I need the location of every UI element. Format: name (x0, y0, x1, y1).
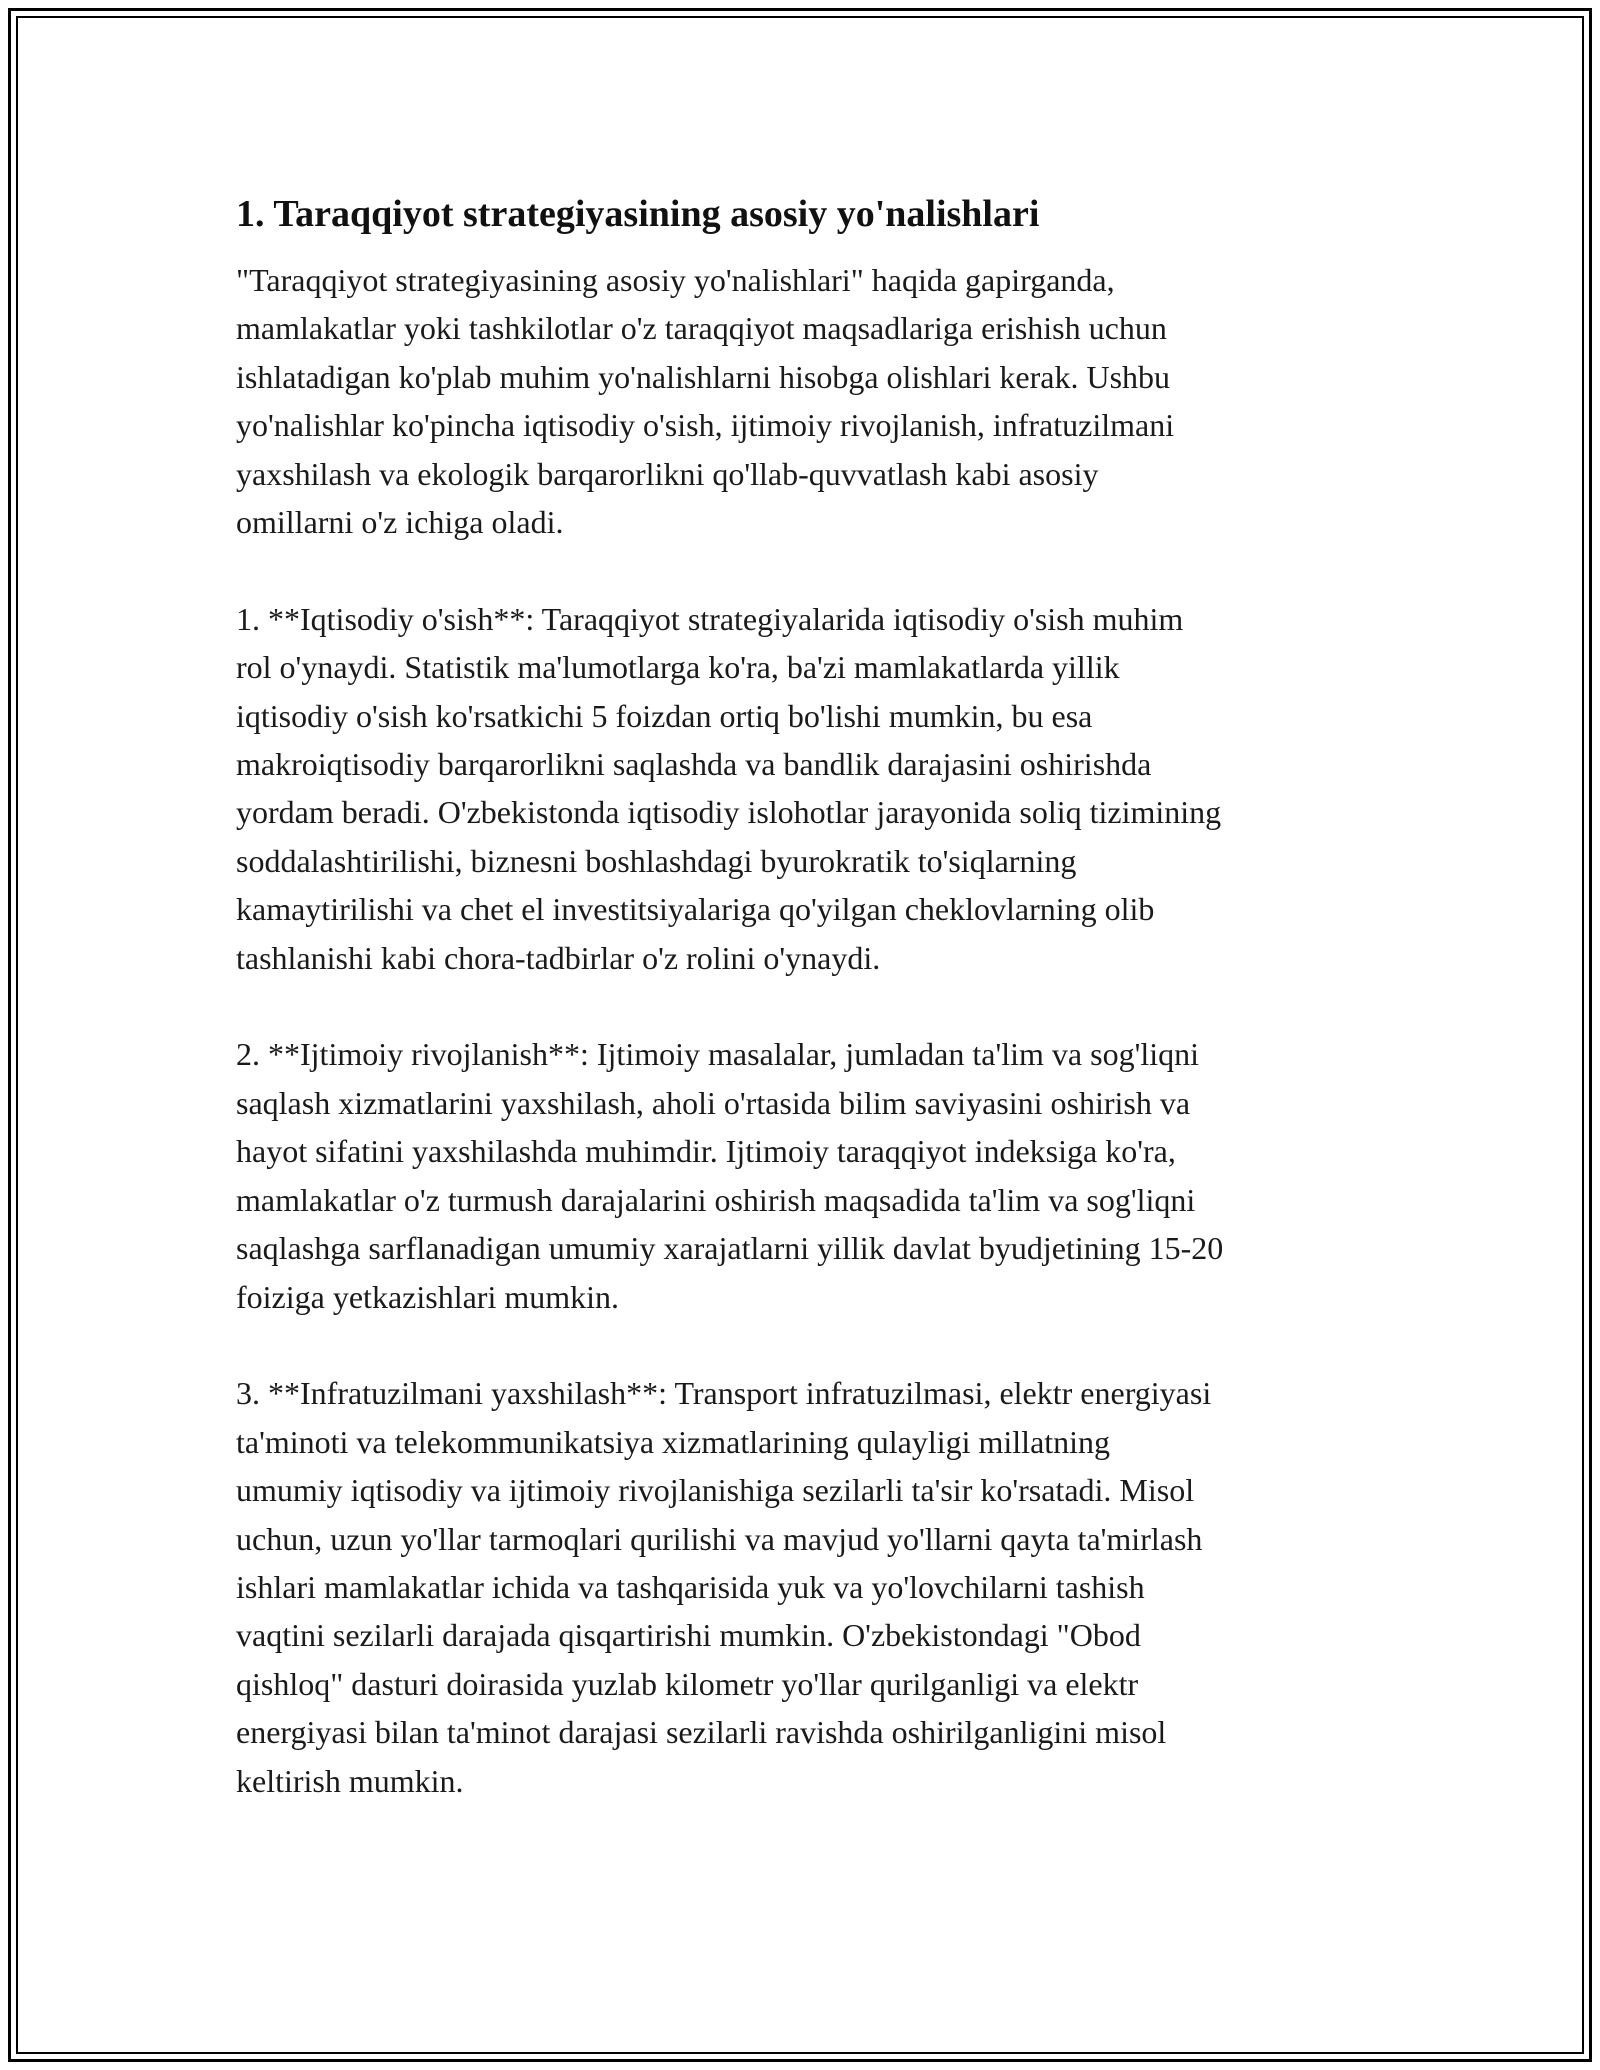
text-line: mamlakatlar o'z turmush darajalarini oshirish maqsadida ta'lim va sog'liqni (236, 1181, 1196, 1218)
text-line: keltirish mumkin. (236, 1762, 464, 1799)
text-line: yaxshilash va ekologik barqarorlikni qo'llab-quvvatlash kabi asosiy (236, 455, 1099, 492)
text-line: tashlanishi kabi chora-tadbirlar o'z rolini o'ynaydi. (236, 939, 881, 976)
text-line: mamlakatlar yoki tashkilotlar o'z taraqqiyot maqsadlariga erishish uchun (236, 310, 1167, 347)
text-line: "Taraqqiyot strategiyasining asosiy yo'nalishlari" haqida gapirganda, (236, 262, 1115, 298)
text-line: ta'minoti va telekommunikatsiya xizmatlarining qulayligi millatning (236, 1423, 1111, 1460)
section-heading: 1. Taraqqiyot strategiyasining asosiy yo'nalishlari (236, 193, 1040, 235)
text-line: 3. **Infratuzilmani yaxshilash**: Transport infratuzilmasi, elektr energiyasi (236, 1375, 1212, 1412)
text-line: kamaytirilishi va chet el investitsiyalariga qo'yilgan cheklovlarning olib (236, 891, 1155, 928)
text-line: uchun, uzun yo'llar tarmoqlari qurilishi va mavjud yo'llarni qayta ta'mirlash (236, 1520, 1203, 1557)
document-body (236, 188, 1376, 1853)
text-line: omillarni o'z ichiga oladi. (236, 504, 564, 541)
text-line: qishloq" dasturi doirasida yuzlab kilometr yo'llar qurilganligi va elektr (236, 1665, 1139, 1702)
text-line: hayot sifatini yaxshilashda muhimdir. Ijtimoiy taraqqiyot indeksiga ko'ra, (236, 1133, 1176, 1170)
text-line: rol o'ynaydi. Statistik ma'lumotlarga ko'ra, ba'zi mamlakatlarda yillik (236, 649, 1120, 686)
text-line: yordam beradi. O'zbekistonda iqtisodiy islohotlar jarayonida soliq tizimining (236, 794, 1222, 831)
text-line: energiyasi bilan ta'minot darajasi sezilarli ravishda oshirilganligini misol (236, 1714, 1167, 1751)
text-line: yo'nalishlar ko'pincha iqtisodiy o'sish, ijtimoiy rivojlanish, infratuzilmani (236, 407, 1175, 444)
text-line: foiziga yetkazishlari mumkin. (236, 1278, 619, 1315)
text-line: saqlash xizmatlarini yaxshilash, aholi o'rtasida bilim saviyasini oshirish va (236, 1084, 1191, 1121)
social-development-paragraph (236, 1030, 1376, 1320)
text-line: 2. **Ijtimoiy rivojlanish**: Ijtimoiy masalalar, jumladan ta'lim va sog'liqni (236, 1036, 1199, 1073)
text-line: saqlashga sarflanadigan umumiy xarajatlarni yillik davlat byudjetining 15-20 (236, 1230, 1224, 1267)
infrastructure-paragraph (236, 1369, 1376, 1805)
text-line: vaqtini sezilarli darajada qisqartirishi mumkin. O'zbekistondagi "Obod (236, 1617, 1141, 1654)
intro-paragraph (236, 256, 1376, 546)
text-line: makroiqtisodiy barqarorlikni saqlashda va bandlik darajasini oshirishda (236, 746, 1152, 783)
economic-growth-paragraph (236, 595, 1376, 982)
text-line: soddalashtirilishi, biznesni boshlashdagi byurokratik to'siqlarning (236, 842, 1077, 879)
text-line: ishlatadigan ko'plab muhim yo'nalishlarni hisobga olishlari kerak. Ushbu (236, 358, 1171, 395)
text-line: ishlari mamlakatlar ichida va tashqarisida yuk va yo'lovchilarni tashish (236, 1568, 1145, 1605)
text-line: 1. **Iqtisodiy o'sish**: Taraqqiyot strategiyalarida iqtisodiy o'sish muhim (236, 600, 1184, 637)
text-line: iqtisodiy o'sish ko'rsatkichi 5 foizdan ortiq bo'lishi mumkin, bu esa (236, 697, 1093, 734)
text-line: umumiy iqtisodiy va ijtimoiy rivojlanishiga sezilarli ta'sir ko'rsatadi. Misol (236, 1472, 1195, 1509)
